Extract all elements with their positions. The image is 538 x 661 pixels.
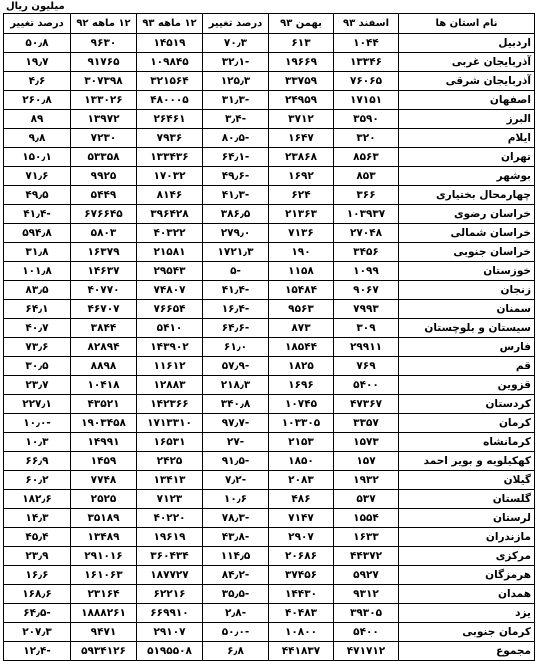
monthly-change: -۴۹٫۶: [203, 167, 269, 186]
twelve-month-92: ۱۰۴۱۸: [71, 376, 137, 395]
esfand-93-value: ۳۰۹: [334, 319, 399, 338]
monthly-change: -۴۱٫۳: [203, 186, 269, 205]
twelve-month-93: ۱۳۳۴۳۶: [137, 148, 203, 167]
twelve-month-92: ۵۳۳۵۸: [71, 148, 137, 167]
monthly-change: ۶٫۸: [203, 642, 269, 661]
twelve-month-92: ۲۳۱۶۴: [71, 585, 137, 604]
twelve-month-92: ۸۲۸۹۴: [71, 338, 137, 357]
annual-change: -۱۰٫۰: [4, 414, 71, 433]
province-name: چهارمحال بختیاری: [399, 186, 535, 205]
monthly-change: -۸۰٫۵: [203, 129, 269, 148]
twelve-month-93: ۱۳۴۱۳: [137, 471, 203, 490]
esfand-93-value: ۱۵۷۳: [334, 433, 399, 452]
province-name: مازندران: [399, 528, 535, 547]
esfand-93-value: ۲۹۹۱۱: [334, 338, 399, 357]
province-name: مجموع: [399, 642, 535, 661]
bahman-93-value: ۲۱۵۳: [269, 433, 334, 452]
bahman-93-value: ۱۸۵۴۴: [269, 338, 334, 357]
esfand-93-value: ۹۳۱۲: [334, 585, 399, 604]
twelve-month-93: ۱۲۸۸۳: [137, 376, 203, 395]
bahman-93-value: ۷۱۴۷: [269, 509, 334, 528]
province-name: فارس: [399, 338, 535, 357]
table-row: [4, 566, 535, 585]
twelve-month-92: ۸۸۹۸: [71, 357, 137, 376]
twelve-month-93: ۲۴۲۵: [137, 452, 203, 471]
twelve-month-93: ۱۰۹۸۴۵: [137, 53, 203, 72]
annual-change: ۵۰٫۸: [4, 34, 71, 53]
esfand-93-value: ۳۹۳۰۵: [334, 604, 399, 623]
esfand-93-value: ۷۶۰۶۵: [334, 72, 399, 91]
annual-change: -۶۴٫۵: [4, 604, 71, 623]
twelve-month-92: ۱۳۹۷۲: [71, 110, 137, 129]
table-row: [4, 34, 535, 53]
total-row: [4, 642, 535, 661]
twelve-month-93: ۱۴۵۱۹: [137, 34, 203, 53]
header-province: نام استان ها: [399, 14, 535, 34]
annual-change: ۱۶۸٫۶: [4, 585, 71, 604]
bahman-93-value: ۸۷۳: [269, 319, 334, 338]
table-row: [4, 414, 535, 433]
twelve-month-92: ۱۶۳۷۹: [71, 243, 137, 262]
twelve-month-93: ۳۲۱۵۶۴: [137, 72, 203, 91]
twelve-month-93: ۱۴۲۳۶۶: [137, 395, 203, 414]
province-name: یزد: [399, 604, 535, 623]
esfand-93-value: ۳۳۵۷: [334, 414, 399, 433]
bahman-93-value: ۶۱۳: [269, 34, 334, 53]
annual-change: ۱۹٫۷: [4, 53, 71, 72]
table-row: [4, 585, 535, 604]
bahman-93-value: ۳۷۴۵۶: [269, 566, 334, 585]
bahman-93-value: ۲۰۸۳: [269, 471, 334, 490]
province-name: قم: [399, 357, 535, 376]
bahman-93-value: ۷۱۳۶: [269, 224, 334, 243]
province-name: بوشهر: [399, 167, 535, 186]
annual-change: ۴۹٫۵: [4, 186, 71, 205]
annual-change: ۲۶۰٫۸: [4, 91, 71, 110]
annual-change: ۱۴٫۳: [4, 509, 71, 528]
twelve-month-93: ۶۲۲۱۶: [137, 585, 203, 604]
monthly-change: ۱۱۴٫۵: [203, 547, 269, 566]
twelve-month-93: ۱۹۶۱۹: [137, 528, 203, 547]
esfand-93-value: ۳۲۰: [334, 129, 399, 148]
table-row: [4, 205, 535, 224]
header-bahman-93: بهمن ۹۳: [269, 14, 334, 34]
esfand-93-value: ۷۹۹۳: [334, 300, 399, 319]
province-name: خراسان رضوی: [399, 205, 535, 224]
province-name: لرستان: [399, 509, 535, 528]
table-row: [4, 224, 535, 243]
monthly-change: -۶۴٫۶: [203, 319, 269, 338]
table-row: [4, 167, 535, 186]
bahman-93-value: ۱۹۰: [269, 243, 334, 262]
esfand-93-value: ۱۶۳۳: [334, 528, 399, 547]
header-12-month-92: ۱۲ ماهه ۹۲: [71, 14, 137, 34]
province-name: خوزستان: [399, 262, 535, 281]
twelve-month-92: ۹۴۷۱: [71, 623, 137, 642]
province-name: ایلام: [399, 129, 535, 148]
twelve-month-93: ۷۱۲۳: [137, 490, 203, 509]
table-row: [4, 471, 535, 490]
monthly-change: -۲۷: [203, 433, 269, 452]
twelve-month-92: ۱۸۸۸۲۶۱: [71, 604, 137, 623]
twelve-month-93: ۱۷۱۳۳۱۰: [137, 414, 203, 433]
twelve-month-92: ۳۵۱۸۹: [71, 509, 137, 528]
esfand-93-value: ۱۵۷: [334, 452, 399, 471]
monthly-change: -۷٫۲: [203, 471, 269, 490]
table-row: [4, 509, 535, 528]
annual-change: ۱۸۲٫۶: [4, 490, 71, 509]
twelve-month-92: ۱۳۳۰۲۶: [71, 91, 137, 110]
twelve-month-93: ۵۱۹۵۵۰۸: [137, 642, 203, 661]
esfand-93-value: ۴۷۱۷۱۲: [334, 642, 399, 661]
monthly-change: -۵۰٫۰: [203, 623, 269, 642]
esfand-93-value: ۵۴۰۰: [334, 623, 399, 642]
annual-change: ۸۳٫۵: [4, 281, 71, 300]
bahman-93-value: ۳۳۷۵۹: [269, 72, 334, 91]
monthly-change: -۵۷٫۹: [203, 357, 269, 376]
twelve-month-92: ۱۴۹۹۱: [71, 433, 137, 452]
monthly-change: -۶۴٫۱: [203, 148, 269, 167]
twelve-month-92: ۱۶۱۰۶۳: [71, 566, 137, 585]
table-row: [4, 262, 535, 281]
bahman-93-value: ۱۶۹۶: [269, 376, 334, 395]
table-row: [4, 452, 535, 471]
twelve-month-93: ۱۸۷۷۲۷: [137, 566, 203, 585]
table-row: [4, 490, 535, 509]
bahman-93-value: ۴۰۴۸۳: [269, 604, 334, 623]
annual-change: ۲۰۷٫۳: [4, 623, 71, 642]
esfand-93-value: ۳۵۹۰: [334, 110, 399, 129]
annual-change: ۱۵۰٫۱: [4, 148, 71, 167]
bahman-93-value: ۱۶۹۲: [269, 167, 334, 186]
monthly-change: -۹۷٫۷: [203, 414, 269, 433]
esfand-93-value: ۷۶۹: [334, 357, 399, 376]
esfand-93-value: ۵۴۰۰: [334, 376, 399, 395]
monthly-change: ۲۷۹٫۰: [203, 224, 269, 243]
province-name: اصفهان: [399, 91, 535, 110]
monthly-change: -۷۸٫۳: [203, 509, 269, 528]
monthly-change: -۵: [203, 262, 269, 281]
twelve-month-92: ۴۳۵۲۱: [71, 395, 137, 414]
twelve-month-93: ۲۹۵۴۳: [137, 262, 203, 281]
twelve-month-92: ۱۳۴۸۹: [71, 528, 137, 547]
bahman-93-value: ۳۷۱۲: [269, 110, 334, 129]
bahman-93-value: ۱۰۸۰۰: [269, 623, 334, 642]
twelve-month-92: ۱۴۶۳۷: [71, 262, 137, 281]
bahman-93-value: ۴۴۱۸۳۷: [269, 642, 334, 661]
monthly-change: -۳٫۴: [203, 110, 269, 129]
monthly-change: ۱۰٫۶: [203, 490, 269, 509]
annual-change: ۴٫۶: [4, 72, 71, 91]
twelve-month-92: ۷۷۴۸: [71, 471, 137, 490]
bahman-93-value: ۲۳۸۶۸: [269, 148, 334, 167]
header-12-month-93: ۱۲ ماهه ۹۳: [137, 14, 203, 34]
province-name: کردستان: [399, 395, 535, 414]
esfand-93-value: ۲۷۰۴۸: [334, 224, 399, 243]
monthly-change: -۲٫۸: [203, 604, 269, 623]
twelve-month-92: ۲۵۲۵: [71, 490, 137, 509]
province-name: سیستان و بلوچستان: [399, 319, 535, 338]
twelve-month-93: ۸۱۴۶: [137, 186, 203, 205]
twelve-month-93: ۱۱۶۱۲: [137, 357, 203, 376]
province-name: همدان: [399, 585, 535, 604]
twelve-month-93: ۱۴۳۹۰۲: [137, 338, 203, 357]
esfand-93-value: ۴۴۳۷۲: [334, 547, 399, 566]
table-row: [4, 395, 535, 414]
twelve-month-93: ۲۶۴۶۱: [137, 110, 203, 129]
annual-change: -۱۲٫۴: [4, 642, 71, 661]
bahman-93-value: ۹۵۶۳: [269, 300, 334, 319]
bahman-93-value: ۲۰۶۸۶: [269, 547, 334, 566]
monthly-change: -۳۱٫۳: [203, 91, 269, 110]
twelve-month-92: ۹۱۷۶۵: [71, 53, 137, 72]
annual-change: ۶۴٫۱: [4, 300, 71, 319]
twelve-month-93: ۳۹۶۴۲۸: [137, 205, 203, 224]
province-name: گیلان: [399, 471, 535, 490]
annual-change: ۷۳٫۶: [4, 338, 71, 357]
twelve-month-92: ۵۹۳۴۱۲۶: [71, 642, 137, 661]
table-row: [4, 528, 535, 547]
annual-change: ۲۳٫۹: [4, 547, 71, 566]
annual-change: ۸۹: [4, 110, 71, 129]
bahman-93-value: ۴۸۶: [269, 490, 334, 509]
monthly-change: ۳۴۰٫۸: [203, 395, 269, 414]
province-name: کهکیلویه و بویر احمد: [399, 452, 535, 471]
twelve-month-93: ۶۶۹۹۱۰: [137, 604, 203, 623]
annual-change: ۶۰٫۲: [4, 471, 71, 490]
province-name: قزوین: [399, 376, 535, 395]
header-row: [4, 14, 535, 34]
esfand-93-value: ۱۳۳۴۶: [334, 53, 399, 72]
twelve-month-92: ۴۶۷۰۷: [71, 300, 137, 319]
annual-change: ۴۰٫۷: [4, 319, 71, 338]
bahman-93-value: ۱۹۶۶۹: [269, 53, 334, 72]
table-row: [4, 623, 535, 642]
bahman-93-value: ۱۶۴۷: [269, 129, 334, 148]
monthly-change: -۸۴٫۲: [203, 566, 269, 585]
table-row: [4, 110, 535, 129]
esfand-93-value: ۴۷۳۶۷: [334, 395, 399, 414]
province-name: مرکزی: [399, 547, 535, 566]
table-row: [4, 148, 535, 167]
table-row: [4, 604, 535, 623]
table-row: [4, 129, 535, 148]
bahman-93-value: ۲۱۳۶۳: [269, 205, 334, 224]
table-row: [4, 243, 535, 262]
province-name: کرمان: [399, 414, 535, 433]
table-row: [4, 91, 535, 110]
monthly-change: -۴۱٫۴: [203, 281, 269, 300]
esfand-93-value: ۱۷۱۵۱: [334, 91, 399, 110]
bahman-93-value: ۱۸۲۵: [269, 357, 334, 376]
province-name: البرز: [399, 110, 535, 129]
twelve-month-93: ۴۰۲۲۰: [137, 509, 203, 528]
header-esfand-93: اسفند ۹۳: [334, 14, 399, 34]
twelve-month-92: ۱۹۰۳۴۵۸: [71, 414, 137, 433]
esfand-93-value: ۱۵۵۴: [334, 509, 399, 528]
twelve-month-93: ۵۴۱۰: [137, 319, 203, 338]
monthly-change: ۳۸۶٫۵: [203, 205, 269, 224]
table-body: [4, 34, 535, 661]
table-row: [4, 319, 535, 338]
annual-change: ۳۰٫۵: [4, 357, 71, 376]
table-row: [4, 281, 535, 300]
annual-change: ۲۲۷٫۱: [4, 395, 71, 414]
annual-change: ۵۹۴٫۸: [4, 224, 71, 243]
province-data-table: [3, 13, 535, 661]
province-name: سمنان: [399, 300, 535, 319]
bahman-93-value: ۱۴۴۳۰: [269, 585, 334, 604]
bahman-93-value: ۶۲۴: [269, 186, 334, 205]
province-name: هرمزگان: [399, 566, 535, 585]
header-monthly-change: درصد تغییر: [203, 14, 269, 34]
table-row: [4, 186, 535, 205]
esfand-93-value: ۵۳۷: [334, 490, 399, 509]
twelve-month-92: ۹۶۳۰: [71, 34, 137, 53]
province-name: خراسان شمالی: [399, 224, 535, 243]
monthly-change: -۹۱٫۵: [203, 452, 269, 471]
twelve-month-92: ۳۸۴۴: [71, 319, 137, 338]
province-name: گلستان: [399, 490, 535, 509]
annual-change: ۳۱٫۸: [4, 243, 71, 262]
monthly-change: -۱۶٫۴: [203, 300, 269, 319]
province-name: آذربایجان غربی: [399, 53, 535, 72]
unit-label: میلیون ریال: [6, 1, 65, 12]
header-annual-change: درصد تغییر: [4, 14, 71, 34]
bahman-93-value: ۱۸۵۰: [269, 452, 334, 471]
annual-change: ۱۰٫۳: [4, 433, 71, 452]
annual-change: ۹٫۸: [4, 129, 71, 148]
province-name: اردبیل: [399, 34, 535, 53]
monthly-change: -۳۵٫۵: [203, 585, 269, 604]
annual-change: ۴۵٫۴: [4, 528, 71, 547]
twelve-month-93: ۲۹۱۰۷: [137, 623, 203, 642]
table-row: [4, 53, 535, 72]
annual-change: ۱۶٫۶: [4, 566, 71, 585]
twelve-month-92: ۶۷۶۶۴۵: [71, 205, 137, 224]
esfand-93-value: ۱۰۹۹: [334, 262, 399, 281]
annual-change: ۲۳٫۷: [4, 376, 71, 395]
esfand-93-value: ۸۵۳: [334, 167, 399, 186]
esfand-93-value: ۳۶۶: [334, 186, 399, 205]
province-name: زنجان: [399, 281, 535, 300]
monthly-change: ۷۰٫۳: [203, 34, 269, 53]
esfand-93-value: ۹۰۶۷: [334, 281, 399, 300]
twelve-month-92: ۵۴۴۹: [71, 186, 137, 205]
bahman-93-value: ۲۹۰۷: [269, 528, 334, 547]
province-name: خراسان جنوبی: [399, 243, 535, 262]
annual-change: ۶۶٫۹: [4, 452, 71, 471]
twelve-month-93: ۱۶۵۳۱: [137, 433, 203, 452]
table-row: [4, 547, 535, 566]
table-row: [4, 376, 535, 395]
twelve-month-92: ۲۹۱۰۱۶: [71, 547, 137, 566]
esfand-93-value: ۸۵۶۳: [334, 148, 399, 167]
table-row: [4, 300, 535, 319]
province-name: کرمان جنوبی: [399, 623, 535, 642]
annual-change: -۴۱٫۴: [4, 205, 71, 224]
annual-change: ۷۱٫۶: [4, 167, 71, 186]
monthly-change: -۴۳٫۸: [203, 528, 269, 547]
annual-change: ۱۰۱٫۸: [4, 262, 71, 281]
twelve-month-93: ۲۱۵۸۱: [137, 243, 203, 262]
twelve-month-93: ۷۴۸۰۷: [137, 281, 203, 300]
province-name: تهران: [399, 148, 535, 167]
twelve-month-92: ۷۲۳۰: [71, 129, 137, 148]
monthly-change: ۱۲۵٫۳: [203, 72, 269, 91]
bahman-93-value: ۱۰۷۴۵: [269, 395, 334, 414]
twelve-month-92: ۹۹۲۵: [71, 167, 137, 186]
table-row: [4, 338, 535, 357]
twelve-month-93: ۷۶۶۵۴: [137, 300, 203, 319]
province-name: آذربایجان شرقی: [399, 72, 535, 91]
twelve-month-93: ۴۰۳۲۲: [137, 224, 203, 243]
esfand-93-value: ۱۰۳۹۳۷: [334, 205, 399, 224]
twelve-month-93: ۷۹۳۶: [137, 129, 203, 148]
twelve-month-92: ۴۰۷۷۰: [71, 281, 137, 300]
twelve-month-93: ۳۶۰۴۳۴: [137, 547, 203, 566]
twelve-month-93: ۱۷۰۳۲: [137, 167, 203, 186]
monthly-change: ۱۷۲۱٫۳: [203, 243, 269, 262]
bahman-93-value: ۲۴۹۵۹: [269, 91, 334, 110]
twelve-month-92: ۵۸۰۳: [71, 224, 137, 243]
esfand-93-value: ۳۴۵۶: [334, 243, 399, 262]
table-row: [4, 433, 535, 452]
twelve-month-93: ۴۸۰۰۰۵: [137, 91, 203, 110]
monthly-change: -۳۲٫۱: [203, 53, 269, 72]
bahman-93-value: ۱۰۳۳۰۵: [269, 414, 334, 433]
monthly-change: ۲۱۸٫۳: [203, 376, 269, 395]
bahman-93-value: ۱۱۵۸: [269, 262, 334, 281]
monthly-change: ۶۱٫۰: [203, 338, 269, 357]
esfand-93-value: ۱۰۴۴: [334, 34, 399, 53]
esfand-93-value: ۱۹۳۲: [334, 471, 399, 490]
table-row: [4, 357, 535, 376]
bahman-93-value: ۱۵۴۸۴: [269, 281, 334, 300]
esfand-93-value: ۵۹۲۷: [334, 566, 399, 585]
twelve-month-92: ۱۴۵۹: [71, 452, 137, 471]
twelve-month-92: ۳۰۷۳۹۸: [71, 72, 137, 91]
province-name: کرمانشاه: [399, 433, 535, 452]
table-row: [4, 72, 535, 91]
